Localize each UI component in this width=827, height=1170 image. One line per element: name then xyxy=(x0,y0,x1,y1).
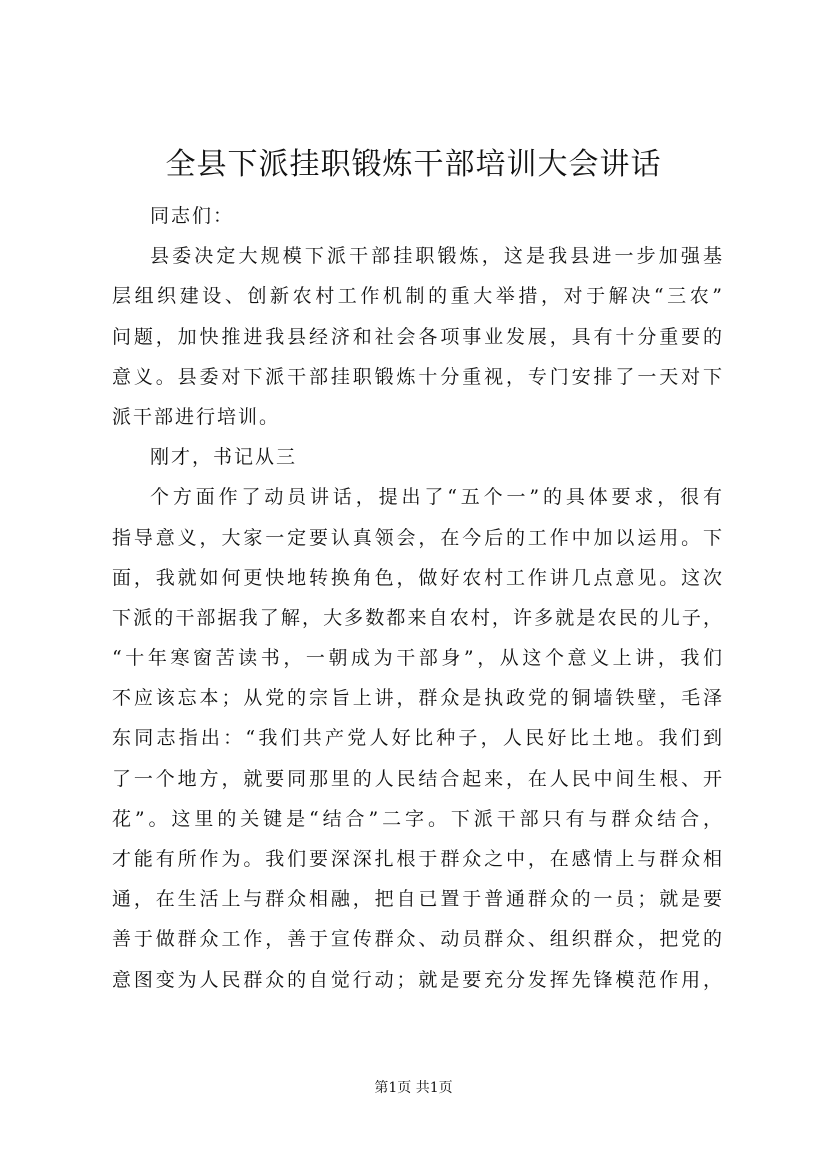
page-footer: 第1页 共1页 xyxy=(374,1080,453,1096)
text-line: “十年寒窗苦读书，一朝成为干部身”，从这个意义上讲，我们 xyxy=(112,647,722,670)
text-line: 意义。县委对下派干部挂职锻炼十分重视，专门安排了一天对下 xyxy=(112,365,722,388)
text-line: 指导意义，大家一定要认真领会，在今后的工作中加以运用。下 xyxy=(112,526,722,549)
text-line: 意图变为人民群众的自觉行动；就是要充分发挥先锋模范作用， xyxy=(112,968,722,991)
text-line: 层组织建设、创新农村工作机制的重大举措，对于解决“三农” xyxy=(112,285,722,308)
text-line: 个方面作了动员讲话，提出了“五个一”的具体要求，很有 xyxy=(150,486,722,509)
text-line: 了一个地方，就要同那里的人民结合起来，在人民中间生根、开 xyxy=(112,767,722,790)
text-line: 县委决定大规模下派干部挂职锻炼，这是我县进一步加强基 xyxy=(150,245,722,268)
text-line: 善于做群众工作，善于宣传群众、动员群众、组织群众，把党的 xyxy=(112,928,722,951)
text-line: 派干部进行培训。 xyxy=(112,405,281,428)
text-line: 不应该忘本；从党的宗旨上讲，群众是执政党的铜墙铁壁，毛泽 xyxy=(112,687,722,710)
text-line: 花”。这里的关键是“结合”二字。下派干部只有与群众结合， xyxy=(112,807,722,830)
text-line: 通，在生活上与群众相融，把自已置于普通群众的一员；就是要 xyxy=(112,888,722,911)
text-line: 面，我就如何更快地转换角色，做好农村工作讲几点意见。这次 xyxy=(112,566,722,589)
text-line: 东同志指出：“我们共产党人好比种子，人民好比土地。我们到 xyxy=(112,727,722,750)
text-line: 下派的干部据我了解，大多数都来自农村，许多就是农民的儿子， xyxy=(112,606,722,629)
document-title: 全县下派挂职锻炼干部培训大会讲话 xyxy=(165,147,662,182)
text-line: 刚才，书记从三 xyxy=(150,446,298,469)
document-body xyxy=(112,196,722,1000)
text-line: 同志们： xyxy=(150,205,235,227)
text-line: 问题，加快推进我县经济和社会各项事业发展，具有十分重要的 xyxy=(112,325,722,348)
text-line: 才能有所作为。我们要深深扎根于群众之中，在感情上与群众相 xyxy=(112,848,722,870)
